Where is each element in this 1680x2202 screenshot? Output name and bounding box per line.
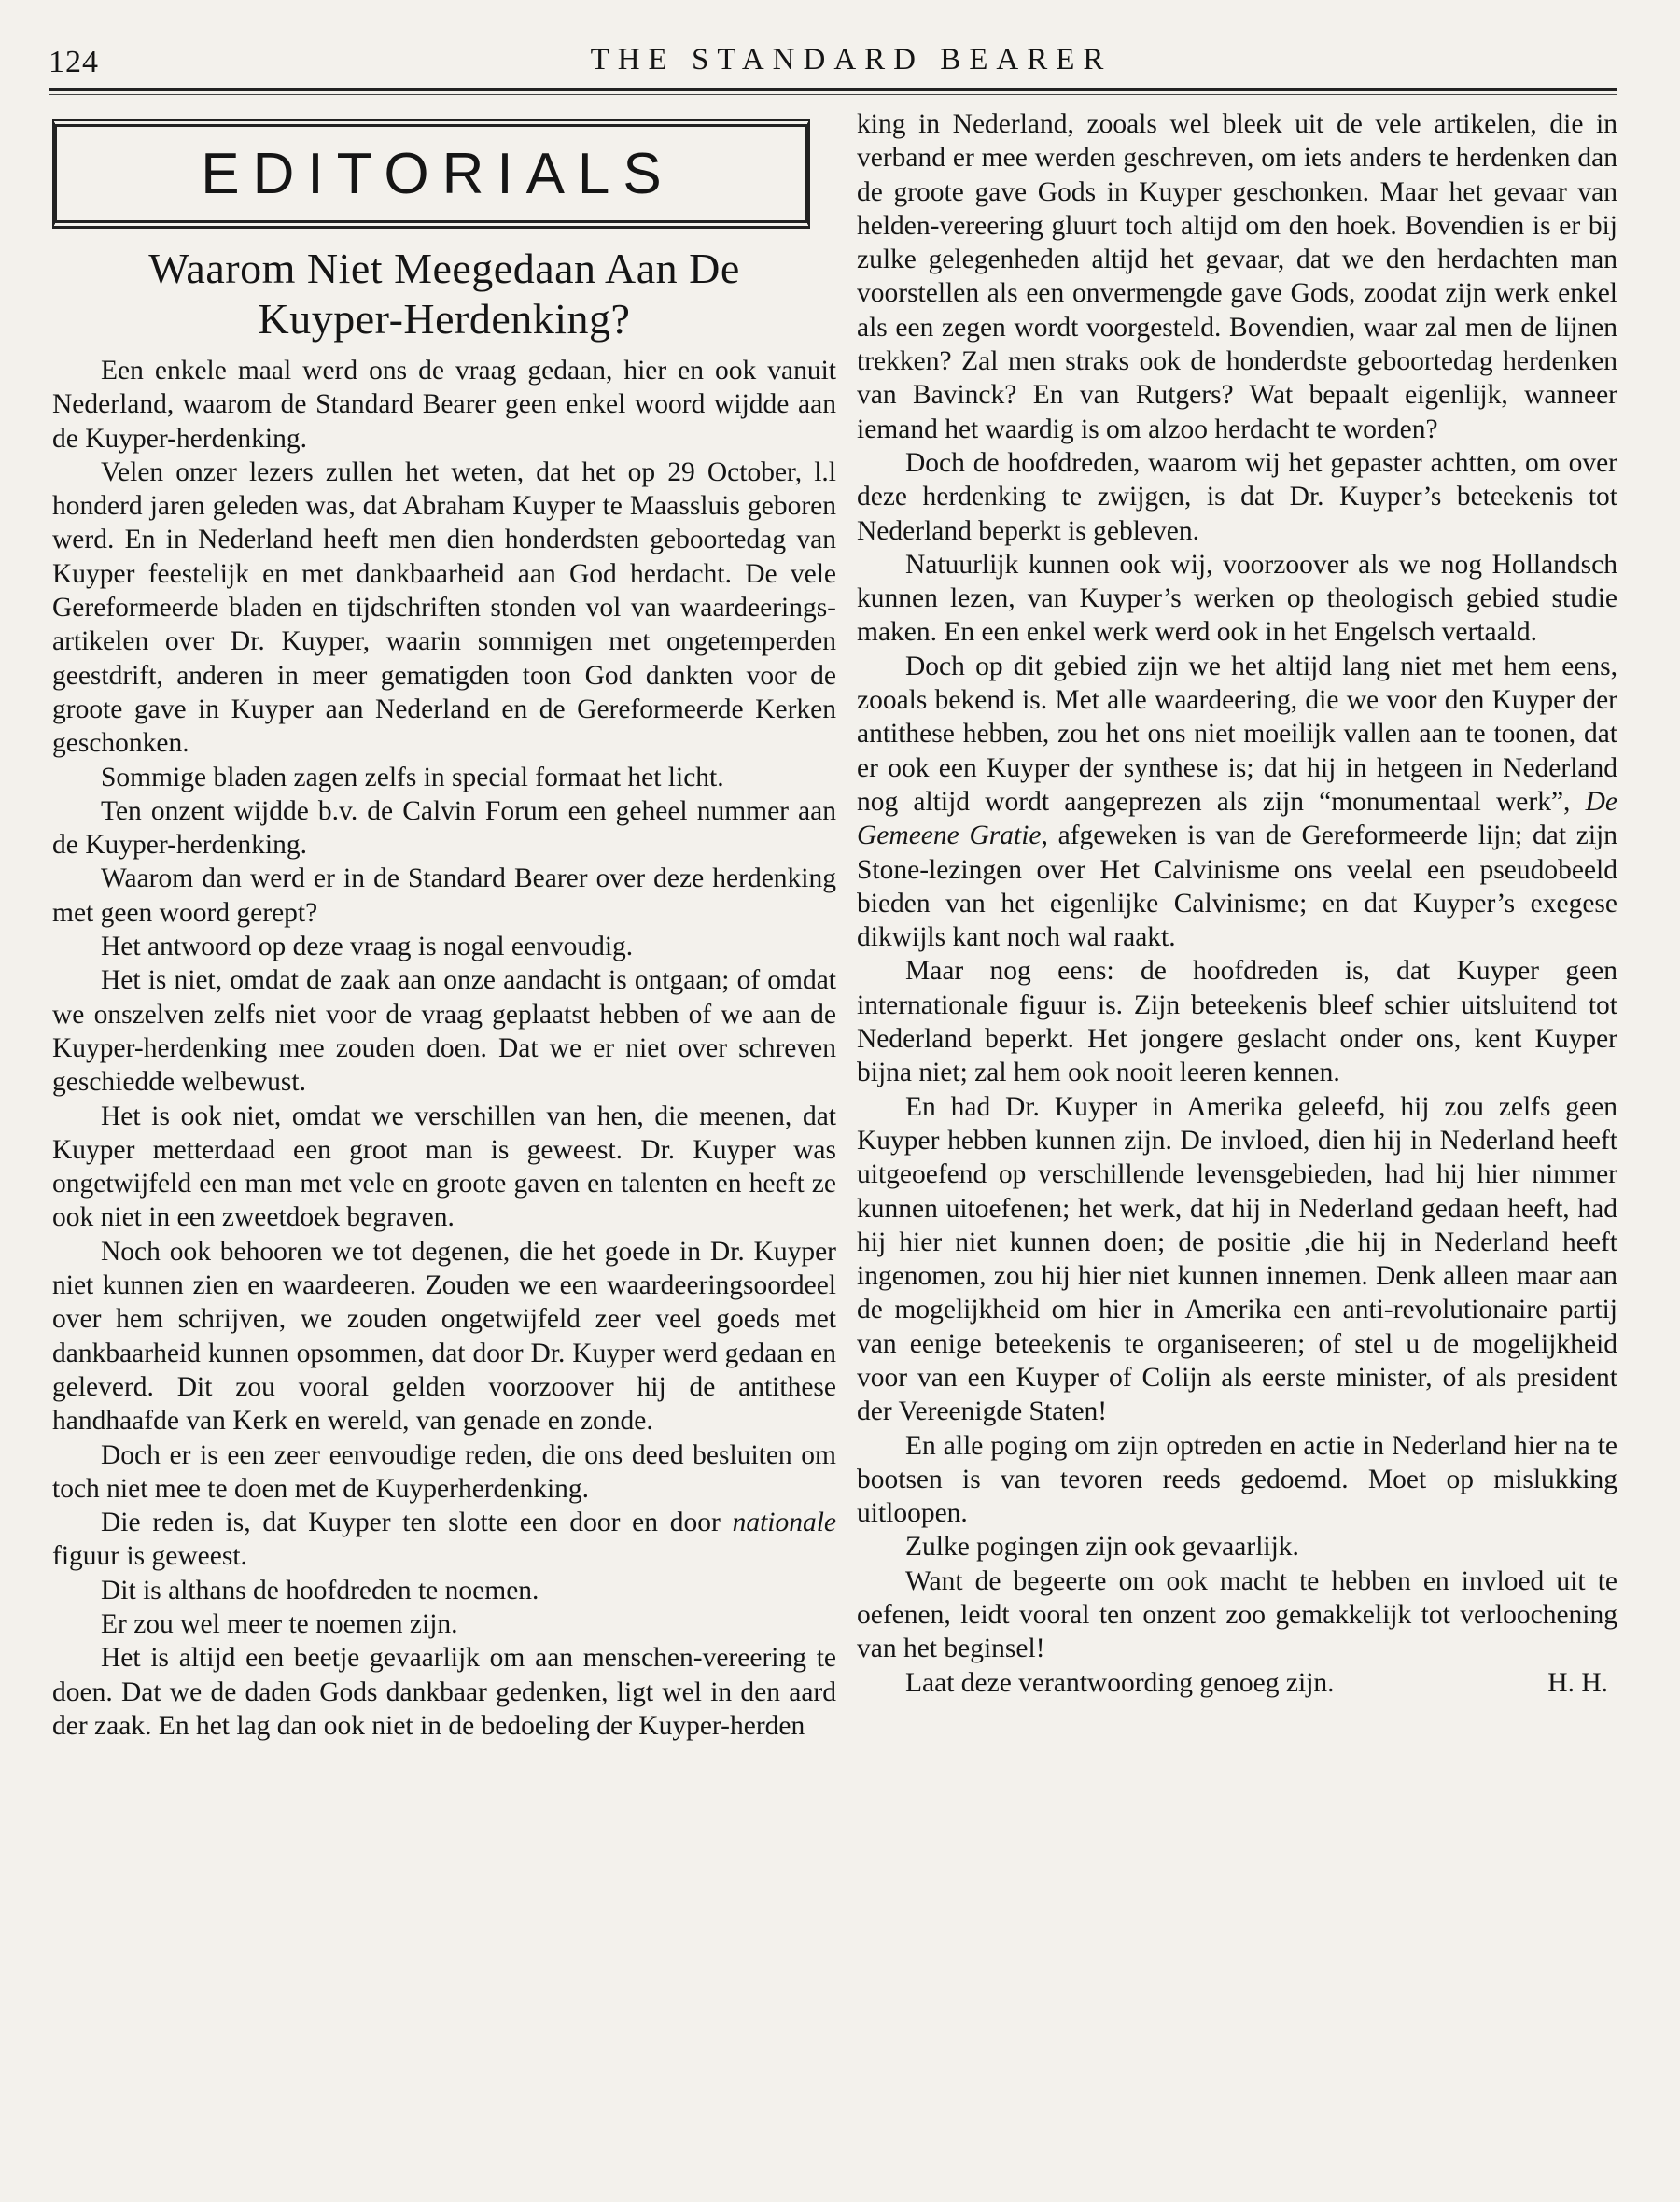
italic-word: nationale [732, 1508, 837, 1538]
paragraph: Sommige bladen zagen zelfs in special formaat het licht. [101, 762, 724, 792]
signoff [857, 1666, 1617, 1700]
paragraph-gemeene-gratie [857, 650, 1617, 955]
paragraph: Het antwoord op deze vraag is nogal eenvoudig. [101, 932, 634, 962]
masthead-title: EDITORIALS [201, 141, 675, 206]
paragraph: Het is ook niet, omdat we verschillen van hen, die meenen, dat Kuyper metterdaad een groot man is geweest. Dr. Kuyper was ongetwijfeld een man met vele en groote gaven en talenten en heeft ze ook niet in een zweetdoek begraven. [52, 1101, 836, 1233]
paragraph: Er zou wel meer te noemen zijn. [101, 1608, 458, 1639]
paragraph: En had Dr. Kuyper in Amerika geleefd, hij zou zelfs geen Kuyper hebben kunnen zijn. De invloed, dien hij in Nederland heeft uitgeoefend op verschillende levensgebieden, had hij hier nimmer kunnen uitoefenen; het werk, dat hij in Nederland gedaan heeft, had hij hier niet kunnen doen; de positie ,die hij in Nederland heeft ingenomen, zou hij hier niet kunnen innemen. Denk alleen maar aan de mogelijkheid om hier in Amerika een anti-revolutionaire partij van eenige beteekenis te organiseeren; of stel u de mogelijkheid voor van een Kuyper of Colijn als eerste minister, of als president der Vereenigde Staten! [857, 1091, 1617, 1427]
left-column [52, 107, 836, 1743]
editorials-masthead [52, 119, 810, 229]
running-head [49, 39, 1617, 86]
text-span: Die reden is, dat Kuyper ten slotte een door en door [101, 1508, 721, 1538]
paragraph: Zulke pogingen zijn ook gevaarlijk. [905, 1532, 1299, 1563]
author-initials: H. H. [1547, 1667, 1608, 1698]
paragraph: Waarom dan werd er in de Standard Bearer over deze herdenking met geen woord gerept? [52, 863, 836, 928]
paragraph-continued: king in Nederland, zooals wel bleek uit de vele artikelen, die in verband er mee werden geschreven, om iets anders te herdenken dan de groote gave Gods in Kuyper geschonken. Maar het gevaar van helden-vereering gluurt toch altijd om den hoek. Bovendien is er bij zulke gelegenheden altijd het gevaar, dat we den herdachten man voorstellen als een onvermengde gave Gods, zoodat zijn werk enkel als een zegen wordt voorgesteld. Bovendien, waar zal men de lijnen trekken? Zal men straks ook de honderdste geboortedag herdenken van Bavinck? En van Rutgers? Wat bepaalt eigenlijk, wanneer iemand het waardig is om alzoo herdacht te worden? [857, 109, 1617, 444]
text-span: Doch op dit gebied zijn we het altijd lang niet met hem eens, zooals bekend is. Met alle waardeering, die we voor den Kuyper der antithese hebben, zou het ons niet moeilijk vallen aan te toonen, dat er ook een Kuyper der synthese is; dat hij in hetgeen in Nederland nog altijd wordt aangeprezen als zijn “monumentaal werk”, [857, 651, 1617, 817]
paragraph: Het is niet, omdat de zaak aan onze aandacht is ontgaan; of omdat we onszelven zelfs niet voor de vraag geplaatst hebben of we aan de Kuyper-herdenking mee zouden doen. Dat we er niet over schreven geschiedde welbewust. [52, 965, 836, 1098]
page-number: 124 [49, 45, 99, 79]
article-title-line-2: Kuyper-Herdenking? [258, 295, 631, 343]
journal-title: THE STANDARD BEARER [590, 43, 1113, 77]
paragraph: En alle poging om zijn optreden en actie in Nederland hier na te bootsen is van tevoren reeds gedoemd. Moet op mislukking uitloopen. [857, 1430, 1617, 1529]
article-title-line-1: Waarom Niet Meegedaan Aan De [148, 245, 740, 292]
paragraph: Een enkele maal werd ons de vraag gedaan, hier en ook vanuit Nederland, waarom de Standard Bearer geen enkel woord wijdde aan de Kuyper-herdenking. [52, 356, 836, 454]
paragraph-nationale [52, 1506, 836, 1574]
paragraph: Dit is althans de hoofdreden te noemen. [101, 1575, 539, 1606]
italic-title: De Gemeene Gratie [857, 786, 1617, 851]
header-rule [49, 88, 1617, 91]
article-title [52, 244, 836, 344]
text-span: , afgeweken is van de Gereformeerde lijn; dat zijn Stone-lezingen over Het Calvinisme ons veelal een pseudobeeld bieden van het eigenlijke Calvinisme; en dat Kuyper’s exegese dikwijls kant noch wal raakt. [857, 820, 1617, 953]
paragraph: Want de begeerte om ook macht te hebben en invloed uit te oefenen, leidt vooral ten onzent zoo gemakkelijk tot verloochening van het beginsel! [857, 1565, 1617, 1664]
header-rule-thin [49, 94, 1617, 95]
paragraph: Doch de hoofdreden, waarom wij het gepaster achtten, om over deze herdenking te zwijgen, is dat Dr. Kuyper’s beteekenis tot Nederland beperkt is gebleven. [857, 447, 1617, 546]
paragraph: Noch ook behooren we tot degenen, die het goede in Dr. Kuyper niet kunnen zien en waardeeren. Zouden we een waardeeringsoordeel over hem schrijven, we zouden ongetwijfeld zeer veel goeds met dankbaarheid kunnen opsommen, dat door Dr. Kuyper werd gedaan en geleverd. Dit zou vooral gelden voorzoover hij de antithese handhaafde van Kerk en wereld, van genade en zonde. [52, 1236, 836, 1437]
paragraph: Natuurlijk kunnen ook wij, voorzoover als we nog Hollandsch kunnen lezen, van Kuyper’s werken op theologisch gebied studie maken. En een enkel werk werd ook in het Engelsch vertaald. [857, 549, 1617, 648]
paragraph: Het is altijd een beetje gevaarlijk om aan menschen-vereering te doen. Dat we de daden Gods dankbaar gedenken, ligt wel in den aard der zaak. En het lag dan ook niet in de bedoeling der Kuyper-herden [52, 1643, 836, 1741]
paragraph: Velen onzer lezers zullen het weten, dat het op 29 October, l.l honderd jaren geleden was, dat Abraham Kuyper te Maassluis geboren werd. En in Nederland heeft men dien honderdsten geboortedag van Kuyper feestelijk en met dankbaarheid aan God herdacht. De vele Gereformeerde bladen en tijdschriften stonden vol van waardeerings-artikelen over Dr. Kuyper, waarin sommigen met ongetemperden geestdrift, anderen in meer gematigden toon God dankten voor de groote gave in Kuyper aan Nederland en de Gereformeerde Kerken geschonken. [52, 456, 836, 759]
paragraph: Maar nog eens: de hoofdreden is, dat Kuyper geen internationale figuur is. Zijn beteekenis bleef schier uitsluitend tot Nederland beperkt. Het jongere geslacht onder ons, kent Kuyper bijna niet; zal hem ook nooit leeren kennen. [857, 956, 1617, 1088]
paragraph: Doch er is een zeer eenvoudige reden, die ons deed besluiten om toch niet mee te doen met de Kuyperherdenking. [52, 1439, 836, 1504]
right-column [857, 107, 1617, 1700]
text-span: figuur is geweest. [52, 1541, 247, 1572]
paragraph: Ten onzent wijdde b.v. de Calvin Forum een geheel nummer aan de Kuyper-herdenking. [52, 795, 836, 861]
closing-line: Laat deze verantwoording genoeg zijn. [905, 1667, 1335, 1698]
